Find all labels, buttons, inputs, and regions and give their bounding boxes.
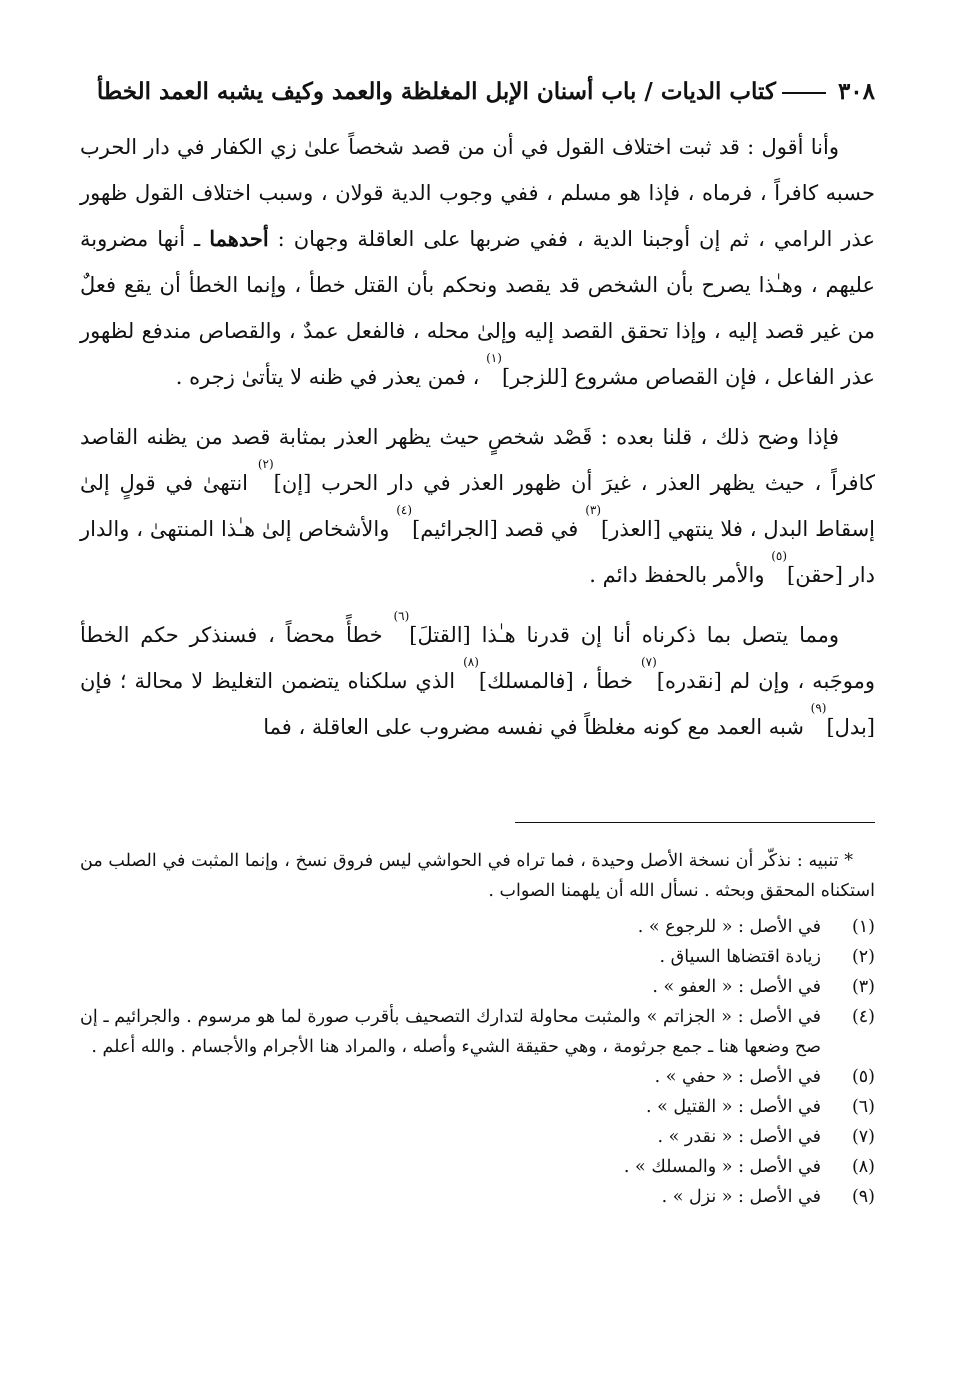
text-run: ومما يتصل بما ذكرناه أنا إن قدرنا هـٰذا [القتلَ] — [409, 623, 839, 647]
text-run: خطأ ، [فالمسلك] — [478, 669, 641, 693]
footnote-text: في الأصل : « نقدر » . — [657, 1127, 821, 1147]
header-dash — [782, 92, 826, 94]
footnote-text: في الأصل : « نزل » . — [661, 1187, 821, 1207]
bold-term: أحدهما — [209, 226, 269, 251]
footnote-4 — [80, 1002, 875, 1062]
footnote-9 — [80, 1182, 875, 1212]
text-run: انتهىٰ في قولٍ إلىٰ إسقاط البدل ، فلا ينتهي [العذر] — [80, 471, 875, 541]
footnote-number: (٩) — [851, 1187, 875, 1207]
footnote-3 — [80, 972, 875, 1002]
footnote-number: (٦) — [851, 1097, 875, 1117]
text-run: والأشخاص إلىٰ هـٰذا المنتهىٰ ، والدار دار [حقن] — [80, 517, 875, 587]
text-run: ، فمن يعذر في ظنه لا يتأتىٰ زجره . — [175, 365, 487, 389]
footnote-text: في الأصل : « القتيل » . — [645, 1097, 821, 1117]
footnote-text: في الأصل : « والمسلك » . — [623, 1157, 821, 1177]
footnote-ref-6[interactable]: (٦) — [393, 609, 410, 623]
footnote-ref-4[interactable]: (٤) — [396, 503, 413, 517]
footnote-1 — [80, 912, 875, 942]
footnote-divider — [515, 822, 875, 823]
main-text — [80, 124, 875, 764]
footnote-6 — [80, 1092, 875, 1122]
footnote-text: في الأصل : « للرجوع » . — [637, 917, 821, 937]
text-run: في قصد [الجرائيم] — [412, 517, 586, 541]
paragraph-2 — [80, 414, 875, 598]
header-title: كتاب الديات / باب أسنان الإبل المغلظة والعمد وكيف يشبه العمد الخطأ — [96, 78, 776, 105]
footnote-number: (٤) — [851, 1007, 875, 1027]
footnote-text: زيادة اقتضاها السياق . — [659, 947, 821, 967]
text-run: شبه العمد مع كونه مغلظاً في نفسه مضروب على العاقلة ، فما — [263, 715, 811, 739]
running-header — [80, 72, 875, 112]
footnote-5 — [80, 1062, 875, 1092]
footnote-ref-7[interactable]: (٧) — [640, 655, 657, 669]
footnote-ref-2[interactable]: (٢) — [257, 457, 274, 471]
paragraph-3 — [80, 609, 875, 750]
footnote-2 — [80, 942, 875, 972]
footnote-ref-9[interactable]: (٩) — [810, 701, 827, 715]
footnote-ref-3[interactable]: (٣) — [585, 503, 602, 517]
text-run: فإذا وضح ذلك ، قلنا بعده : قَصْد شخصٍ حيث يظهر العذر بمثابة قصد من يظنه القاصد كافراً ، حيث يظهر العذر ، غيرَ أن ظهور العذر في دار الحرب [إن] — [80, 425, 875, 495]
text-run: الذي سلكناه يتضمن التغليظ لا محالة ؛ فإن [بدل] — [80, 669, 875, 739]
footnote-number: (١) — [851, 917, 875, 937]
footnote-number: (٥) — [851, 1067, 875, 1087]
text-run: ـ أنها مضروبة عليهم ، وهـٰذا يصرح بأن الشخص قد يقصد ونحكم بأن القتل خطأ ، وإنما الخطأ أن يقع فعلٌ من غير قصد إليه ، وإذا تحقق القصد إليه وإلىٰ محله ، فالفعل عمدٌ ، والقصاص مندفع لظهور عذر الفاعل ، فإن القصاص مشروع [للزجر] — [80, 227, 875, 389]
text-run: وأنا أقول : قد ثبت اختلاف القول في أن من قصد شخصاً علىٰ زي الكفار في دار الحرب حسبه كافراً ، فرماه ، فإذا هو مسلم ، ففي وجوب الدية قولان ، وسبب اختلاف القول ظهور عذر الرامي ، ثم إن أوجبنا الدية ، ففي ضربها على العاقلة وجهان : — [80, 135, 875, 251]
paragraph-1 — [80, 124, 875, 400]
footnote-text: في الأصل : « حفي » . — [654, 1067, 821, 1087]
footnote-number: (٣) — [851, 977, 875, 997]
footnote-8 — [80, 1152, 875, 1182]
footnote-number: (٨) — [851, 1157, 875, 1177]
footnote-ref-1[interactable]: (١) — [486, 351, 502, 365]
footnote-number: (٧) — [851, 1127, 875, 1147]
editor-warning-note: * تنبيه : نذكّر أن نسخة الأصل وحيدة ، فما تراه في الحواشي ليس فروق نسخ ، وإنما المثبت في الصلب من استكناه المحقق وبحثه . نسأل الله أن يلهمنا الصواب . — [80, 851, 875, 901]
footnote-number: (٢) — [851, 947, 875, 967]
footnote-7 — [80, 1122, 875, 1152]
page-number: ٣٠٨ — [837, 78, 875, 105]
footnote-ref-8[interactable]: (٨) — [463, 655, 479, 669]
footnote-text: في الأصل : « العفو » . — [652, 977, 821, 997]
footnote-text: في الأصل : « الجزاتم » والمثبت محاولة لتدارك التصحيف بأقرب صورة لما هو مرسوم . والجرائيم ـ إن صح وضعها هنا ـ جمع جرثومة ، وهي حقيقة الشيء وأصله ، والمراد هنا الأجرام والأجسام . والله أعلم . — [80, 1007, 821, 1057]
footnote-ref-5[interactable]: (٥) — [771, 549, 788, 563]
footnotes — [80, 846, 875, 1212]
text-run: والأمر بالحفظ دائم . — [589, 563, 772, 587]
text-run: خطأً محضاً ، فسنذكر حكم الخطأ وموجَبه ، وإن لم [نقدره] — [80, 623, 875, 693]
